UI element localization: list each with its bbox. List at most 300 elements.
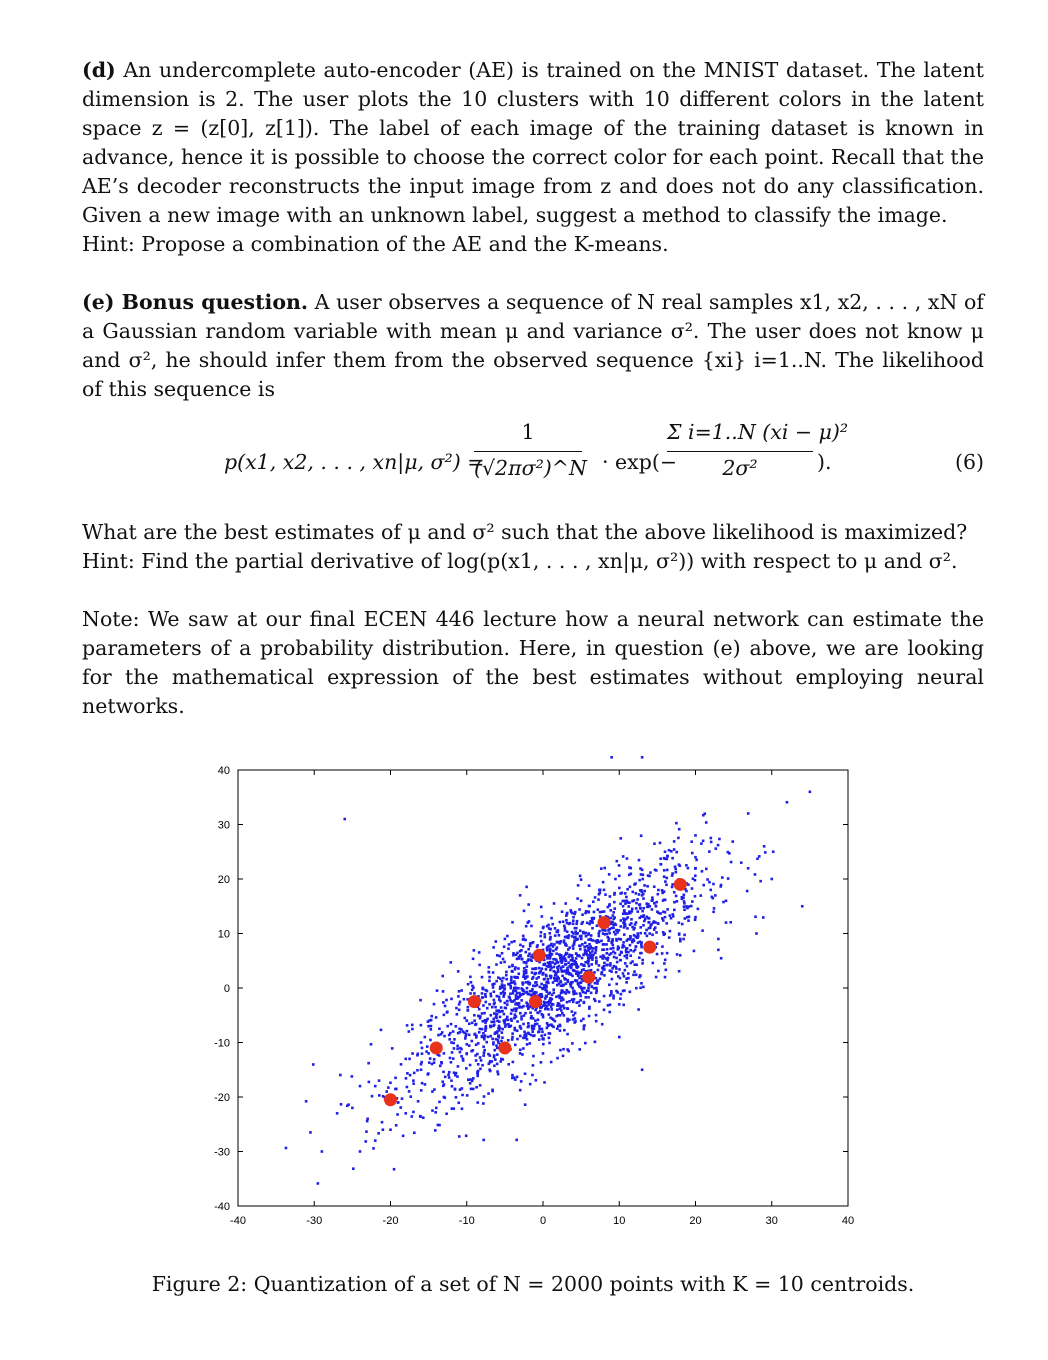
data-point [480, 1059, 483, 1062]
data-point [663, 869, 666, 872]
data-point [393, 1168, 396, 1171]
data-point [537, 1031, 540, 1034]
data-point [529, 945, 532, 948]
data-point [705, 821, 708, 824]
data-point [629, 991, 632, 994]
data-point [567, 1007, 570, 1010]
data-point [309, 1131, 312, 1134]
data-point [522, 975, 525, 978]
data-point [450, 998, 453, 1001]
data-point [510, 1009, 513, 1012]
data-point [671, 857, 674, 860]
data-point [513, 980, 516, 983]
data-point [630, 962, 633, 965]
data-point [575, 965, 578, 968]
data-point [580, 935, 583, 938]
data-point [651, 933, 654, 936]
data-point [662, 931, 665, 934]
data-point [540, 983, 543, 986]
data-point [400, 1063, 403, 1066]
data-point [660, 863, 663, 866]
data-point [456, 1048, 459, 1051]
centroid-marker [430, 1041, 443, 1054]
data-point [639, 903, 642, 906]
data-point [464, 1037, 467, 1040]
data-point [619, 925, 622, 928]
data-point [613, 901, 616, 904]
data-point [669, 930, 672, 933]
data-point [635, 987, 638, 990]
data-point [512, 990, 515, 993]
data-point [501, 983, 504, 986]
data-point [443, 1052, 446, 1055]
data-point [639, 926, 642, 929]
data-point [614, 878, 617, 881]
data-point [531, 977, 534, 980]
data-point [612, 918, 615, 921]
data-point [584, 942, 587, 945]
data-point [640, 834, 643, 837]
data-point [546, 925, 549, 928]
data-point [394, 1088, 397, 1091]
data-point [452, 1030, 455, 1033]
exponent-numerator: Σ i=1..N (xi − μ)² [667, 420, 849, 444]
data-point [612, 947, 615, 950]
data-point [503, 992, 506, 995]
data-point [531, 968, 534, 971]
data-point [485, 1041, 488, 1044]
data-point [592, 917, 595, 920]
data-point [483, 1038, 486, 1041]
data-point [444, 1005, 447, 1008]
data-point [642, 897, 645, 900]
data-point [579, 992, 582, 995]
y-tick-label: -10 [214, 1037, 230, 1050]
data-point [579, 875, 582, 878]
data-point [442, 1001, 445, 1004]
data-point [460, 989, 463, 992]
data-point [438, 1124, 441, 1127]
data-point [458, 990, 461, 993]
data-point [500, 961, 503, 964]
data-point [641, 1068, 644, 1071]
data-point [421, 1052, 424, 1055]
data-point [472, 1049, 475, 1052]
data-point [612, 997, 615, 1000]
data-point [571, 1042, 574, 1045]
data-point [511, 1077, 514, 1080]
data-point [492, 1018, 495, 1021]
data-point [493, 990, 496, 993]
data-point [409, 1095, 412, 1098]
data-point [619, 959, 622, 962]
data-point [539, 935, 542, 938]
data-point [532, 1064, 535, 1067]
equation-fraction-exponent [667, 418, 849, 483]
data-point [535, 967, 538, 970]
data-point [586, 945, 589, 948]
data-point [618, 864, 621, 867]
data-point [593, 987, 596, 990]
data-point [377, 1132, 380, 1135]
data-point [683, 905, 686, 908]
data-point [625, 896, 628, 899]
data-point [411, 1028, 414, 1031]
data-point [541, 973, 544, 976]
data-point [639, 867, 642, 870]
data-point [503, 987, 506, 990]
data-point [455, 1096, 458, 1099]
data-point [490, 995, 493, 998]
data-point [561, 1005, 564, 1008]
data-point [434, 1129, 437, 1132]
data-point [587, 933, 590, 936]
data-point [676, 900, 679, 903]
data-point [526, 965, 529, 968]
data-point [516, 1003, 519, 1006]
data-point [446, 1025, 449, 1028]
data-point [448, 1038, 451, 1041]
data-point [571, 935, 574, 938]
data-point [517, 987, 520, 990]
data-point [433, 1088, 436, 1091]
data-point [483, 1052, 486, 1055]
data-point [587, 911, 590, 914]
data-point [624, 892, 627, 895]
data-point [694, 834, 697, 837]
data-point [549, 928, 552, 931]
data-point [566, 930, 569, 933]
data-point [522, 938, 525, 941]
centroid-marker [533, 949, 546, 962]
data-point [754, 915, 757, 918]
data-point [580, 878, 583, 881]
data-point [697, 908, 700, 911]
data-point [440, 1062, 443, 1065]
data-point [588, 965, 591, 968]
data-point [523, 910, 526, 913]
data-point [598, 930, 601, 933]
data-point [576, 932, 579, 935]
data-point [572, 945, 575, 948]
data-point [451, 1107, 454, 1110]
data-point [519, 944, 522, 947]
data-point [666, 952, 669, 955]
data-point [515, 994, 518, 997]
data-point [469, 976, 472, 979]
data-point [370, 1043, 373, 1046]
centroid-marker [582, 971, 595, 984]
data-point [567, 961, 570, 964]
data-point [664, 976, 667, 979]
centroid-marker [498, 1041, 511, 1054]
data-point [550, 917, 553, 920]
data-point [526, 975, 529, 978]
data-point [477, 1070, 480, 1073]
data-point [456, 1075, 459, 1078]
scatter-figure [190, 756, 870, 1231]
data-point [429, 1039, 432, 1042]
data-point [536, 944, 539, 947]
y-tick-label: -40 [214, 1201, 230, 1213]
data-point [740, 861, 743, 864]
data-point [420, 1024, 423, 1027]
data-point [552, 988, 555, 991]
data-point [600, 972, 603, 975]
data-point [525, 925, 528, 928]
data-point [529, 1042, 532, 1045]
data-point [578, 908, 581, 911]
y-tick-label: 20 [217, 874, 230, 886]
data-point [493, 1056, 496, 1059]
data-point [465, 1053, 468, 1056]
data-point [564, 902, 567, 905]
data-point [491, 1089, 494, 1092]
data-point [646, 885, 649, 888]
data-point [430, 1015, 433, 1018]
data-point [467, 1006, 470, 1009]
data-point [487, 1053, 490, 1056]
data-point [602, 943, 605, 946]
data-point [321, 1150, 324, 1153]
data-point [694, 895, 697, 898]
data-point [702, 884, 705, 887]
data-point [436, 989, 439, 992]
data-point [484, 1027, 487, 1030]
data-point [541, 967, 544, 970]
data-point [580, 975, 583, 978]
data-point [590, 992, 593, 995]
data-point [618, 887, 621, 890]
data-point [674, 865, 677, 868]
data-point [544, 1034, 547, 1037]
data-point [685, 890, 688, 893]
data-point [639, 932, 642, 935]
data-point [494, 1032, 497, 1035]
data-point [671, 883, 674, 886]
data-point [552, 950, 555, 953]
data-point [546, 1027, 549, 1030]
data-point [411, 1052, 414, 1055]
x-tick-label: 30 [765, 1215, 778, 1227]
data-point [433, 1058, 436, 1061]
data-point [507, 983, 510, 986]
data-point [641, 878, 644, 881]
data-point [503, 961, 506, 964]
data-point [516, 1029, 519, 1032]
data-point [527, 955, 530, 958]
data-point [492, 946, 495, 949]
data-point [498, 1036, 501, 1039]
data-point [682, 897, 685, 900]
data-point [540, 906, 543, 909]
data-point [683, 934, 686, 937]
data-point [595, 949, 598, 952]
data-point [504, 938, 507, 941]
data-point [420, 1068, 423, 1071]
data-point [651, 899, 654, 902]
data-point [442, 1071, 445, 1074]
data-point [604, 893, 607, 896]
centroid-marker [643, 941, 656, 954]
data-point [483, 1035, 486, 1038]
data-point [629, 954, 632, 957]
data-point [725, 900, 728, 903]
data-point [684, 917, 687, 920]
data-point [523, 973, 526, 976]
data-point [346, 1104, 349, 1107]
data-point [622, 1004, 625, 1007]
data-point [617, 975, 620, 978]
data-point [524, 1012, 527, 1015]
data-point [412, 1079, 415, 1082]
data-point [499, 986, 502, 989]
data-point [664, 850, 667, 853]
data-point [461, 1087, 464, 1090]
data-point [608, 928, 611, 931]
data-point [514, 1078, 517, 1081]
data-point [560, 999, 563, 1002]
data-point [669, 914, 672, 917]
data-point [618, 1036, 621, 1039]
data-point [571, 931, 574, 934]
data-point [725, 921, 728, 924]
data-point [545, 968, 548, 971]
data-point [535, 1079, 538, 1082]
data-point [482, 1139, 485, 1142]
data-point [712, 883, 715, 886]
data-point [634, 945, 637, 948]
data-point [456, 1013, 459, 1016]
data-point [709, 837, 712, 840]
data-point [634, 882, 637, 885]
data-point [598, 889, 601, 892]
data-point [497, 1073, 500, 1076]
data-point [378, 1079, 381, 1082]
data-point [540, 1061, 543, 1064]
data-point [542, 1043, 545, 1046]
equation-close: ). [817, 450, 832, 474]
data-point [410, 1115, 413, 1118]
data-point [431, 1109, 434, 1112]
data-point [382, 1128, 385, 1131]
data-point [705, 868, 708, 871]
data-point [601, 910, 604, 913]
data-point [404, 1112, 407, 1115]
data-point [683, 894, 686, 897]
data-point [556, 941, 559, 944]
data-point [494, 1006, 497, 1009]
data-point [685, 905, 688, 908]
data-point [529, 1083, 532, 1086]
data-point [500, 1040, 503, 1043]
data-point [656, 953, 659, 956]
data-point [718, 838, 721, 841]
data-point [542, 1014, 545, 1017]
data-point [655, 905, 658, 908]
data-point [629, 944, 632, 947]
data-point [471, 985, 474, 988]
data-point [475, 1059, 478, 1062]
data-point [522, 992, 525, 995]
data-point [612, 994, 615, 997]
scatter-chart [190, 756, 870, 1231]
data-point [556, 976, 559, 979]
data-point [526, 1043, 529, 1046]
data-point [560, 940, 563, 943]
data-point [447, 1074, 450, 1077]
data-point [549, 956, 552, 959]
data-point [594, 896, 597, 899]
data-point [512, 992, 515, 995]
data-point [587, 996, 590, 999]
data-point [609, 969, 612, 972]
data-point [503, 945, 506, 948]
data-point [495, 1009, 498, 1012]
data-point [564, 959, 567, 962]
data-point [554, 979, 557, 982]
data-point [580, 937, 583, 940]
data-point [582, 1018, 585, 1021]
data-point [367, 1062, 370, 1065]
data-point [572, 916, 575, 919]
data-point [730, 861, 733, 864]
data-point [550, 1061, 553, 1064]
data-point [550, 943, 553, 946]
data-point [610, 756, 613, 759]
data-point [514, 983, 517, 986]
data-point [408, 1058, 411, 1061]
data-point [666, 908, 669, 911]
data-point [498, 1025, 501, 1028]
data-point [476, 1053, 479, 1056]
data-point [448, 1076, 451, 1079]
data-point [609, 962, 612, 965]
data-point [556, 1057, 559, 1060]
data-point [485, 989, 488, 992]
data-point [391, 1047, 394, 1050]
data-point [520, 1018, 523, 1021]
data-point [543, 963, 546, 966]
data-point [352, 1167, 355, 1170]
data-point [648, 932, 651, 935]
data-point [483, 1012, 486, 1015]
data-point [552, 1018, 555, 1021]
data-point [625, 981, 628, 984]
data-point [541, 1028, 544, 1031]
data-point [409, 1074, 412, 1077]
data-point [521, 981, 524, 984]
data-point [708, 850, 711, 853]
data-point [577, 954, 580, 957]
data-point [533, 1034, 536, 1037]
data-point [612, 914, 615, 917]
data-point [471, 989, 474, 992]
data-point [553, 977, 556, 980]
data-point [517, 996, 520, 999]
data-point [659, 857, 662, 860]
data-point [616, 929, 619, 932]
data-point [473, 992, 476, 995]
data-point [396, 1113, 399, 1116]
data-point [673, 901, 676, 904]
data-point [500, 1006, 503, 1009]
data-point [624, 902, 627, 905]
data-point [661, 917, 664, 920]
data-point [496, 1047, 499, 1050]
data-point [547, 1008, 550, 1011]
data-point [521, 1006, 524, 1009]
